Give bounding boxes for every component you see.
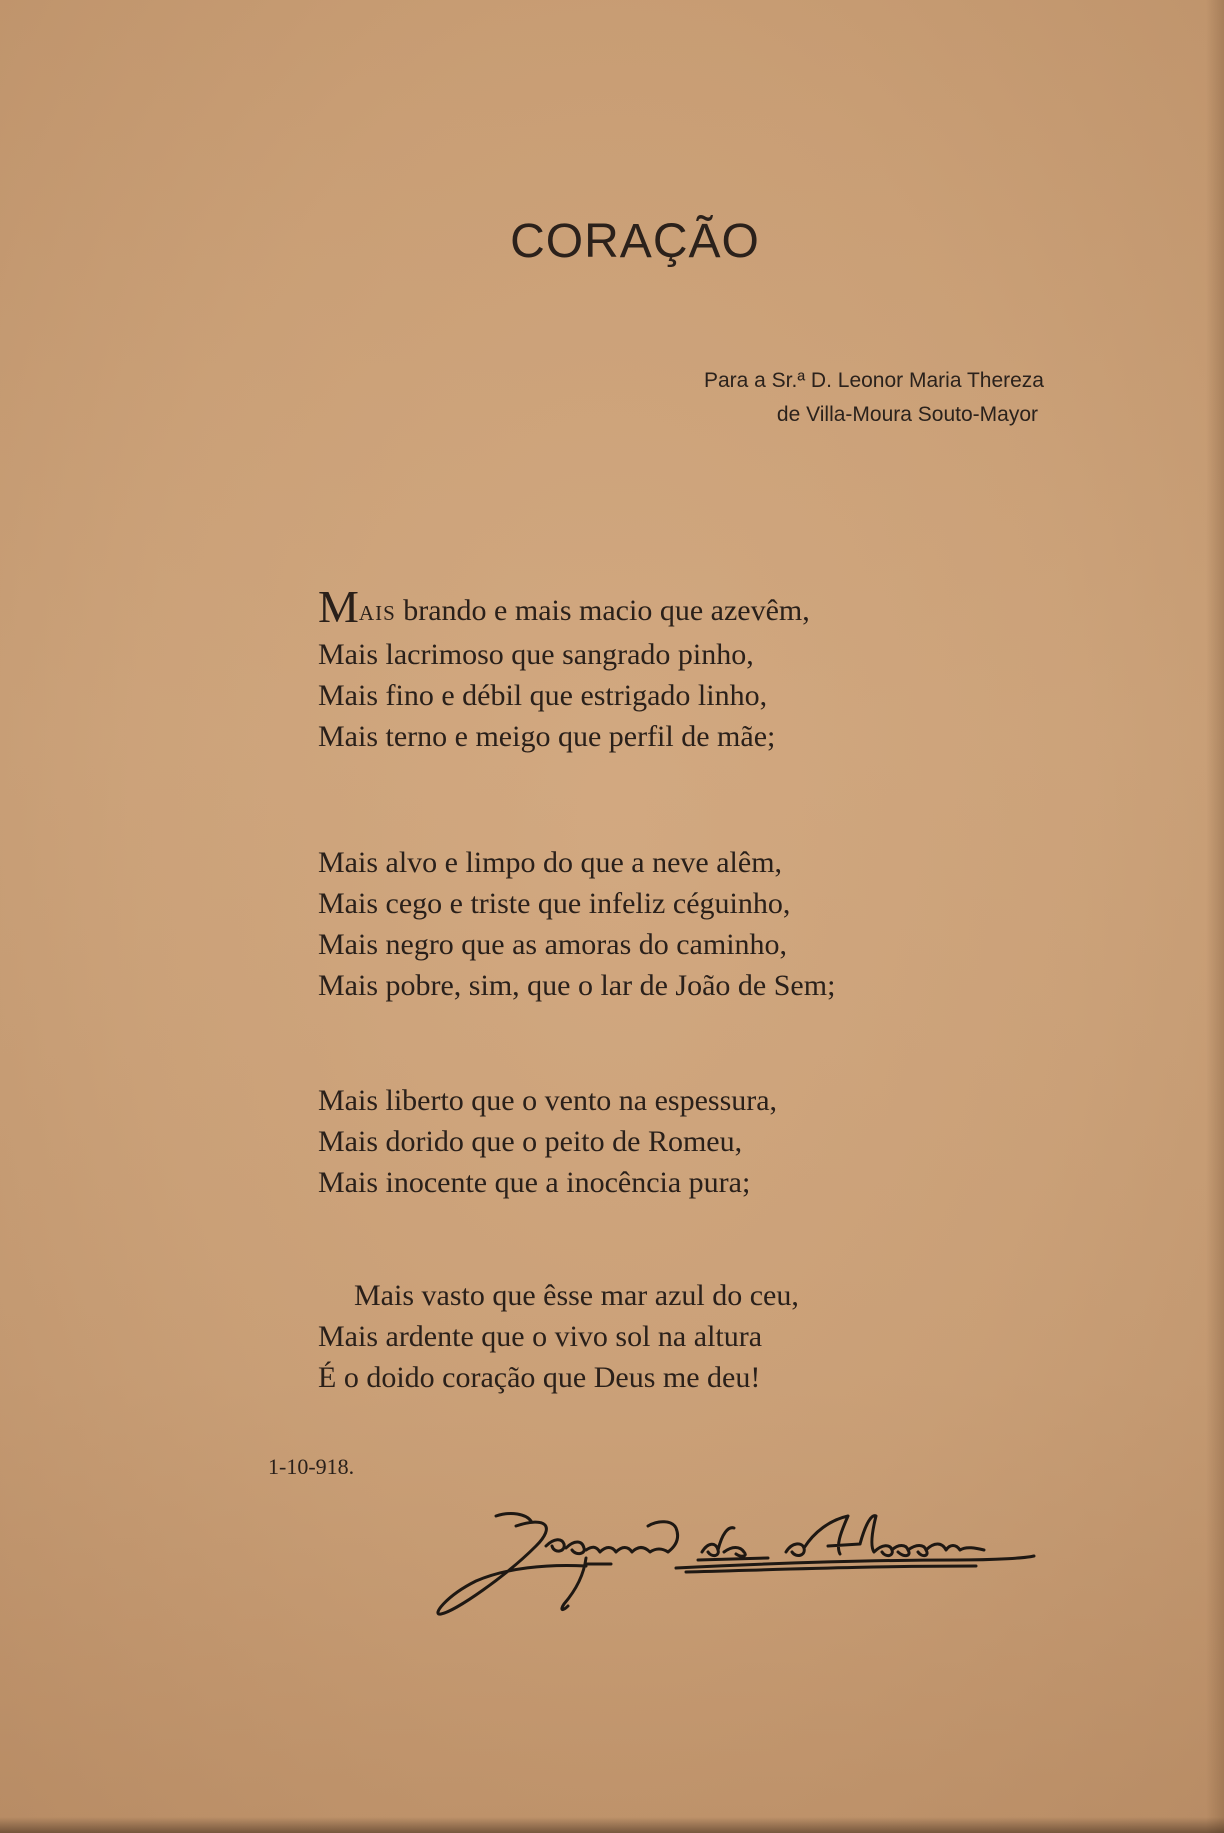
poem-date: 1-10-918. (268, 1454, 355, 1479)
poem-line-14: É o doido coração que Deus me deu! (318, 1361, 761, 1394)
small-caps-lead: AIS (358, 601, 396, 625)
stanza-2 (318, 842, 1078, 1006)
stanza-4 (318, 1275, 1078, 1398)
page-edge-shadow (1206, 0, 1224, 1833)
poem-line-5: Mais alvo e limpo do que a neve alêm, (318, 846, 783, 879)
poem-line-2: Mais lacrimoso que sangrado pinho, (318, 638, 754, 671)
poem-line-6: Mais cego e triste que infeliz céguinho, (318, 887, 791, 920)
poem-line-1 (318, 581, 1078, 634)
poem-line-3: Mais fino e débil que estrigado linho, (318, 679, 768, 712)
poem-line-11: Mais inocente que a inocência pura; (318, 1166, 751, 1199)
poem-line-4: Mais terno e meigo que perfil de mãe; (318, 720, 776, 753)
dedication-line-2: de Villa-Moura Souto-Mayor (776, 403, 1038, 426)
poem-line-7: Mais negro que as amoras do caminho, (318, 928, 788, 961)
poem-line-8: Mais pobre, sim, que o lar de João de Sem; (318, 969, 836, 1002)
poem-line-9: Mais liberto que o vento na espessura, (318, 1084, 778, 1117)
poem-title: CORAÇÃO (510, 215, 760, 268)
poem-line-1-text: brando e mais macio que azevêm, (395, 594, 810, 627)
drop-cap: M (318, 581, 359, 632)
author-signature (436, 1486, 1076, 1626)
page-bottom-edge (0, 1817, 1224, 1833)
dedication (704, 364, 1044, 432)
stanza-1 (318, 581, 1078, 757)
poem-line-12: Mais vasto que êsse mar azul do ceu, (354, 1279, 799, 1312)
dedication-line-1: Para a Sr.ª D. Leonor Maria Thereza (703, 369, 1044, 392)
stanza-3 (318, 1080, 1078, 1203)
poem-line-13: Mais ardente que o vivo sol na altura (318, 1320, 763, 1353)
poem-line-10: Mais dorido que o peito de Romeu, (318, 1125, 743, 1158)
